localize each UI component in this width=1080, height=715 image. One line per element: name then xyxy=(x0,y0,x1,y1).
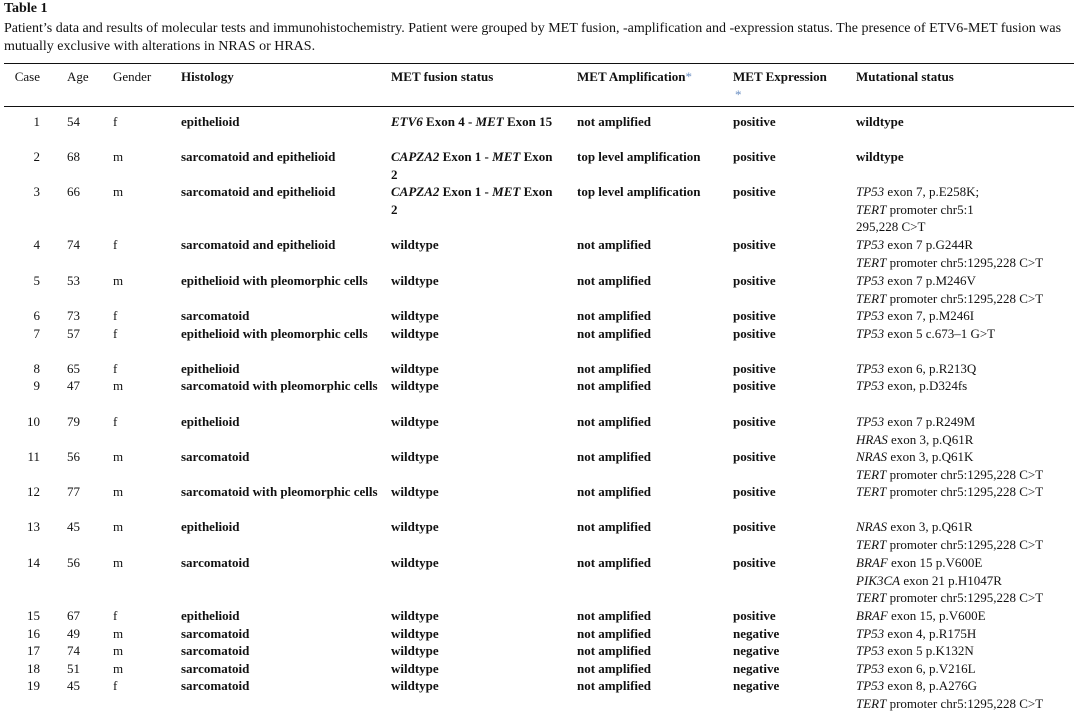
cell-fusion: wildtype xyxy=(391,626,439,641)
cell-amplification: not amplified xyxy=(577,519,652,534)
cell-case: 4 xyxy=(33,237,40,252)
cell-gender: m xyxy=(113,519,124,534)
cell-case: 7 xyxy=(33,326,40,341)
cell-gender: f xyxy=(113,308,118,323)
cell-expression: positive xyxy=(733,326,776,341)
cell-age: 66 xyxy=(67,184,80,199)
cell-mutation: wildtype xyxy=(856,114,904,129)
top-rule xyxy=(4,63,1074,64)
cell-age: 56 xyxy=(67,449,80,464)
cell-amplification: not amplified xyxy=(577,643,652,658)
cell-mutation: TP53 exon 7, p.M246I xyxy=(856,308,975,323)
cell-amplification: not amplified xyxy=(577,608,652,623)
cell-case: 16 xyxy=(27,626,40,641)
cell-fusion: CAPZA2 Exon 1 - MET Exon 2 xyxy=(391,149,553,182)
cell-mutation: TP53 exon 7 p.G244R TERT promoter chr5:1295,228 C>T xyxy=(856,237,1044,270)
cell-expression: positive xyxy=(733,378,776,393)
cell-mutation: TP53 exon, p.D324fs xyxy=(856,378,968,393)
cell-age: 73 xyxy=(67,308,80,323)
cell-gender: m xyxy=(113,449,124,464)
cell-gender: f xyxy=(113,608,118,623)
header-expression-label: MET Expression xyxy=(733,69,827,84)
cell-histology: epithelioid xyxy=(181,114,240,129)
cell-histology: epithelioid with pleomorphic cells xyxy=(181,326,368,341)
cell-expression: positive xyxy=(733,361,776,376)
cell-gender: m xyxy=(113,643,124,658)
cell-gender: m xyxy=(113,184,124,199)
cell-gender: f xyxy=(113,114,118,129)
cell-mutation: TP53 exon 5 c.673–1 G>T xyxy=(856,326,996,341)
cell-amplification: not amplified xyxy=(577,484,652,499)
cell-amplification: not amplified xyxy=(577,449,652,464)
cell-expression: positive xyxy=(733,114,776,129)
cell-histology: epithelioid xyxy=(181,608,240,623)
cell-expression: positive xyxy=(733,184,776,199)
cell-amplification: not amplified xyxy=(577,414,652,429)
cell-gender: f xyxy=(113,678,118,693)
cell-fusion: ETV6 Exon 4 - MET Exon 15 xyxy=(391,114,553,129)
cell-histology: epithelioid xyxy=(181,414,240,429)
cell-age: 47 xyxy=(67,378,80,393)
cell-case: 3 xyxy=(33,184,40,199)
cell-amplification: not amplified xyxy=(577,114,652,129)
cell-case: 18 xyxy=(27,661,40,676)
cell-mutation: BRAF exon 15 p.V600E PIK3CA exon 21 p.H1047R TERT promoter chr5:1295,228 C>T xyxy=(856,555,1044,605)
cell-histology: sarcomatoid and epithelioid xyxy=(181,237,336,252)
cell-case: 5 xyxy=(33,273,40,288)
cell-mutation: TP53 exon 8, p.A276G TERT promoter chr5:1295,228 C>T xyxy=(856,678,1044,711)
cell-amplification: not amplified xyxy=(577,237,652,252)
cell-mutation: NRAS exon 3, p.Q61R TERT promoter chr5:1295,228 C>T xyxy=(856,519,1044,552)
cell-mutation: TP53 exon 6, p.V216L xyxy=(856,661,976,676)
cell-expression: positive xyxy=(733,237,776,252)
cell-mutation: TP53 exon 6, p.R213Q xyxy=(856,361,977,376)
cell-fusion: wildtype xyxy=(391,678,439,693)
cell-expression: negative xyxy=(733,643,780,658)
cell-age: 45 xyxy=(67,519,80,534)
cell-amplification: not amplified xyxy=(577,273,652,288)
cell-expression: positive xyxy=(733,449,776,464)
cell-expression: positive xyxy=(733,484,776,499)
cell-mutation: TP53 exon 4, p.R175H xyxy=(856,626,977,641)
cell-histology: sarcomatoid with pleomorphic cells xyxy=(181,484,378,499)
table-title: Table 1 xyxy=(4,1,48,16)
header-amplification-label: MET Amplification xyxy=(577,69,686,84)
cell-case: 9 xyxy=(33,378,40,393)
cell-gender: f xyxy=(113,361,118,376)
cell-fusion: wildtype xyxy=(391,449,439,464)
header-histology: Histology xyxy=(181,69,234,84)
cell-amplification: top level amplification xyxy=(577,149,701,164)
cell-gender: m xyxy=(113,273,124,288)
header-fusion: MET fusion status xyxy=(391,69,494,84)
cell-histology: sarcomatoid xyxy=(181,678,250,693)
cell-fusion: wildtype xyxy=(391,484,439,499)
cell-gender: m xyxy=(113,378,124,393)
cell-age: 57 xyxy=(67,326,80,341)
cell-gender: m xyxy=(113,626,124,641)
cell-case: 6 xyxy=(33,308,40,323)
cell-expression: positive xyxy=(733,555,776,570)
cell-expression: positive xyxy=(733,273,776,288)
cell-mutation: TP53 exon 7 p.M246V TERT promoter chr5:1295,228 C>T xyxy=(856,273,1044,306)
cell-case: 12 xyxy=(27,484,40,499)
header-mutation: Mutational status xyxy=(856,69,954,84)
cell-case: 8 xyxy=(33,361,40,376)
cell-mutation: BRAF exon 15, p.V600E xyxy=(856,608,986,623)
cell-age: 68 xyxy=(67,149,80,164)
cell-histology: sarcomatoid xyxy=(181,643,250,658)
cell-mutation: TERT promoter chr5:1295,228 C>T xyxy=(856,484,1044,499)
header-amplification-mark: * xyxy=(685,69,692,84)
cell-fusion: wildtype xyxy=(391,555,439,570)
cell-expression: positive xyxy=(733,308,776,323)
cell-mutation: TP53 exon 7, p.E258K; TERT promoter chr5:1 295,228 C>T xyxy=(856,184,980,234)
cell-amplification: top level amplification xyxy=(577,184,701,199)
cell-fusion: wildtype xyxy=(391,519,439,534)
cell-histology: sarcomatoid xyxy=(181,661,250,676)
cell-histology: sarcomatoid xyxy=(181,555,250,570)
table-caption: Patient’s data and results of molecular tests and immunohistochemistry. Patient were grouped by MET fusion, -amplification and -expression status. The presence of ETV6-MET fusion was mutually exclusive with alterations in NRAS or HRAS. xyxy=(4,21,1062,54)
cell-fusion: wildtype xyxy=(391,414,439,429)
cell-expression: positive xyxy=(733,414,776,429)
cell-gender: f xyxy=(113,414,118,429)
cell-fusion: wildtype xyxy=(391,643,439,658)
cell-histology: sarcomatoid and epithelioid xyxy=(181,184,336,199)
cell-fusion: wildtype xyxy=(391,273,439,288)
cell-histology: sarcomatoid xyxy=(181,626,250,641)
cell-gender: f xyxy=(113,237,118,252)
cell-age: 49 xyxy=(67,626,80,641)
cell-histology: epithelioid xyxy=(181,361,240,376)
cell-age: 74 xyxy=(67,643,80,658)
header-expression xyxy=(733,68,827,103)
cell-age: 65 xyxy=(67,361,80,376)
cell-gender: m xyxy=(113,149,124,164)
cell-amplification: not amplified xyxy=(577,626,652,641)
cell-amplification: not amplified xyxy=(577,326,652,341)
cell-age: 77 xyxy=(67,484,80,499)
cell-histology: epithelioid with pleomorphic cells xyxy=(181,273,368,288)
cell-expression: positive xyxy=(733,519,776,534)
cell-histology: sarcomatoid xyxy=(181,308,250,323)
cell-amplification: not amplified xyxy=(577,378,652,393)
cell-fusion: wildtype xyxy=(391,237,439,252)
cell-case: 19 xyxy=(27,678,40,693)
cell-amplification: not amplified xyxy=(577,308,652,323)
header-rule xyxy=(4,106,1074,107)
cell-histology: sarcomatoid and epithelioid xyxy=(181,149,336,164)
cell-mutation: TP53 exon 7 p.R249M HRAS exon 3, p.Q61R xyxy=(856,414,976,447)
cell-case: 17 xyxy=(27,643,40,658)
cell-gender: m xyxy=(113,555,124,570)
cell-case: 14 xyxy=(27,555,40,570)
cell-case: 11 xyxy=(27,449,40,464)
cell-gender: f xyxy=(113,326,118,341)
cell-gender: m xyxy=(113,661,124,676)
cell-mutation: wildtype xyxy=(856,149,904,164)
cell-gender: m xyxy=(113,484,124,499)
header-expression-mark: * xyxy=(735,86,742,102)
cell-histology: sarcomatoid with pleomorphic cells xyxy=(181,378,378,393)
cell-expression: negative xyxy=(733,661,780,676)
cell-amplification: not amplified xyxy=(577,678,652,693)
cell-mutation: NRAS exon 3, p.Q61K TERT promoter chr5:1295,228 C>T xyxy=(856,449,1044,482)
cell-fusion: CAPZA2 Exon 1 - MET Exon 2 xyxy=(391,184,553,217)
cell-age: 45 xyxy=(67,678,80,693)
cell-age: 56 xyxy=(67,555,80,570)
cell-expression: negative xyxy=(733,678,780,693)
cell-histology: sarcomatoid xyxy=(181,449,250,464)
cell-fusion: wildtype xyxy=(391,308,439,323)
cell-mutation: TP53 exon 5 p.K132N xyxy=(856,643,974,658)
cell-amplification: not amplified xyxy=(577,361,652,376)
cell-age: 74 xyxy=(67,237,80,252)
cell-histology: epithelioid xyxy=(181,519,240,534)
header-age: Age xyxy=(67,69,89,84)
header-case: Case xyxy=(14,69,40,84)
cell-age: 79 xyxy=(67,414,80,429)
cell-case: 13 xyxy=(27,519,40,534)
cell-age: 53 xyxy=(67,273,80,288)
cell-case: 10 xyxy=(27,414,40,429)
header-gender: Gender xyxy=(113,69,152,84)
cell-age: 67 xyxy=(67,608,80,623)
cell-fusion: wildtype xyxy=(391,326,439,341)
cell-fusion: wildtype xyxy=(391,608,439,623)
header-amplification xyxy=(577,68,692,86)
cell-amplification: not amplified xyxy=(577,661,652,676)
cell-fusion: wildtype xyxy=(391,378,439,393)
cell-amplification: not amplified xyxy=(577,555,652,570)
cell-case: 15 xyxy=(27,608,40,623)
cell-age: 54 xyxy=(67,114,80,129)
cell-expression: negative xyxy=(733,626,780,641)
cell-age: 51 xyxy=(67,661,80,676)
cell-case: 2 xyxy=(33,149,40,164)
cell-expression: positive xyxy=(733,149,776,164)
cell-case: 1 xyxy=(33,114,40,129)
cell-fusion: wildtype xyxy=(391,361,439,376)
cell-expression: positive xyxy=(733,608,776,623)
cell-fusion: wildtype xyxy=(391,661,439,676)
